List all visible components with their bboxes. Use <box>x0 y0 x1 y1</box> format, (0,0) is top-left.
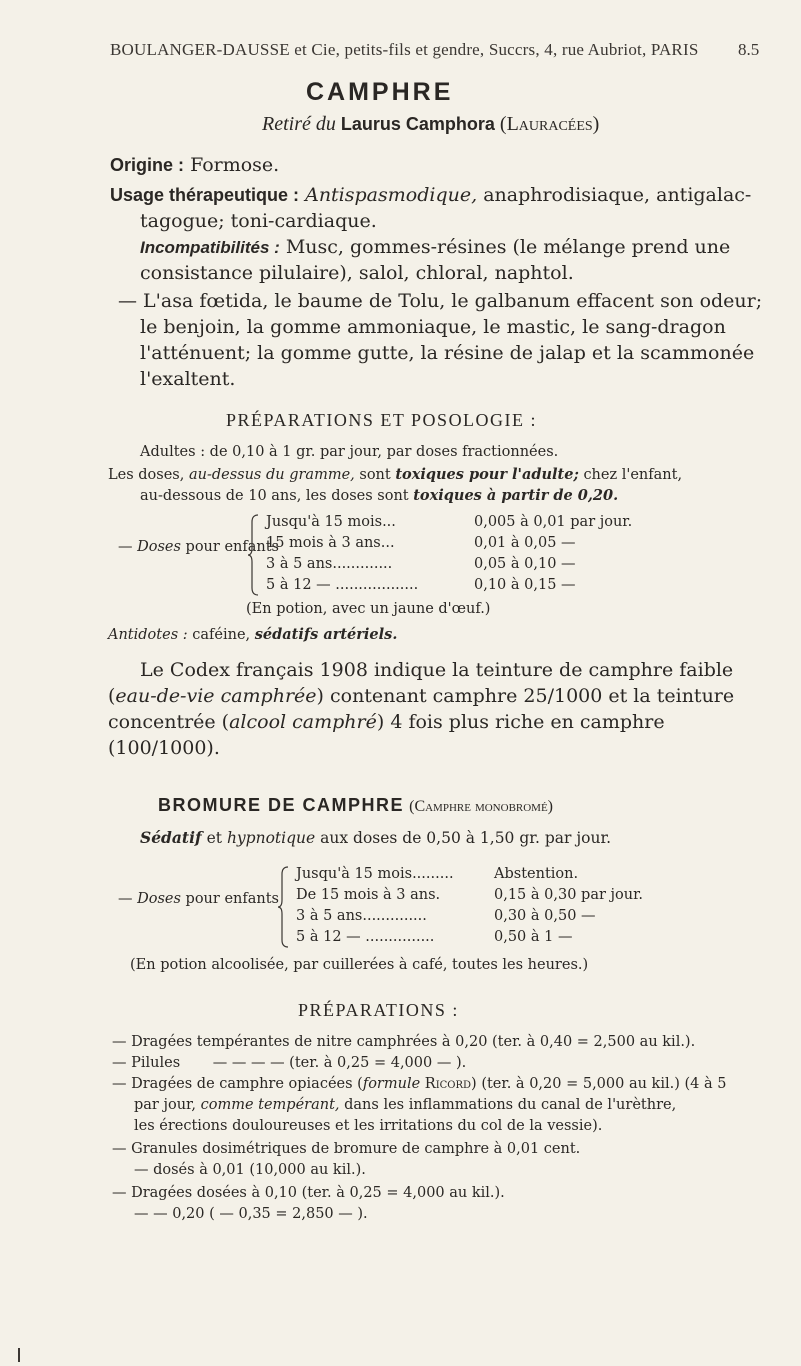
enfants-prefix: — <box>118 539 133 555</box>
prep-4b: comme tempérant, <box>200 1097 340 1113</box>
doses-2a: au-dessous de 10 ans, les doses sont <box>140 488 409 504</box>
doses-1c: sont <box>359 467 391 483</box>
enfants-label-italic: Doses <box>137 539 181 555</box>
sedatif-a: Sédatif <box>140 828 202 847</box>
bromure-enfants-label-italic: Doses <box>137 891 181 907</box>
section-title-camphre: CAMPHRE <box>306 78 454 106</box>
sedatif-d: aux doses de 0,50 à 1,50 gr. par jour. <box>320 829 612 847</box>
prep-3d: ) (ter. à 0,20 = 5,000 au kil.) (4 à 5 <box>471 1076 727 1092</box>
preparations-heading: PRÉPARATIONS : <box>298 1000 459 1020</box>
prep-line-5: les érections douloureuses et les irritations du col de la vessie). <box>134 1118 603 1134</box>
bromure-row-3-age: 3 à 5 ans.............. <box>296 908 427 924</box>
poso-row-2-age: 15 mois à 3 ans... <box>266 535 395 551</box>
bromure-title-line <box>158 795 553 816</box>
codex-3b: alcool camphré <box>229 711 377 733</box>
doses-1e: chez l'enfant, <box>583 467 683 483</box>
antidotes-a: caféine, <box>192 627 251 643</box>
odeur-line-3: l'atténuent; la gomme gutte, la résine de jalap et la scammonée <box>140 342 755 364</box>
bromure-enfants-prefix: — <box>118 891 133 907</box>
odeur-line-4: l'exaltent. <box>140 368 236 390</box>
poso-row-4-age: 5 à 12 — .................. <box>266 577 419 593</box>
odeur-line-2: le benjoin, la gomme ammoniaque, le mastic, le sang-dragon <box>140 316 726 338</box>
antidotes-label: Antidotes : <box>108 627 188 643</box>
bromure-row-3-dose: 0,30 à 0,50 — <box>494 908 596 924</box>
doses-1d: toxiques pour l'adulte; <box>395 466 579 483</box>
codex-2a: ( <box>108 685 116 707</box>
incomp-line-1 <box>140 234 730 261</box>
camphre-subtitle <box>262 113 599 136</box>
doses-line-1 <box>108 466 682 483</box>
poso-row-4-dose: 0,10 à 0,15 — <box>474 577 576 593</box>
bromure-enfants-label <box>118 891 279 907</box>
incomp-label: Incompatibilités : <box>140 238 280 257</box>
codex-2c: ) contenant camphre 25/1000 et la teinture <box>316 685 735 707</box>
antidotes-b: sédatifs artériels. <box>254 626 398 643</box>
bromure-enfants-label-text: pour enfants <box>185 891 279 907</box>
sedatif-line <box>140 828 611 847</box>
codex-line-2 <box>108 685 734 707</box>
codex-3c: ) 4 fois plus riche en camphre <box>376 711 665 733</box>
bromure-row-1-age: Jusqu'à 15 mois......... <box>296 866 454 882</box>
prep-line-8: — Dragées dosées à 0,10 (ter. à 0,25 = 4,000 au kil.). <box>112 1185 505 1201</box>
prep-4a: par jour, <box>134 1097 196 1113</box>
codex-line-3 <box>108 711 665 733</box>
bromure-row-4-age: 5 à 12 — ............... <box>296 929 435 945</box>
prep-3c: Ricord <box>424 1076 472 1092</box>
margin-mark <box>18 1348 20 1362</box>
usage-rest-1: anaphrodisiaque, antigalac- <box>483 184 752 206</box>
bromure-potion-note: (En potion alcoolisée, par cuillerées à café, toutes les heures.) <box>130 957 589 973</box>
subtitle-italic: Retiré du <box>262 113 336 135</box>
poso-row-3-dose: 0,05 à 0,10 — <box>474 556 576 572</box>
bromure-title: BROMURE DE CAMPHRE <box>158 795 405 815</box>
running-head: BOULANGER-DAUSSE et Cie, petits-fils et gendre, Succrs, 4, rue Aubriot, PARIS <box>110 40 699 59</box>
prep-line-6: — Granules dosimétriques de bromure de camphre à 0,01 cent. <box>112 1141 581 1157</box>
prep-2a: — Pilules <box>112 1055 181 1071</box>
sedatif-c: hypnotique <box>226 829 316 847</box>
prep-line-4 <box>134 1097 676 1113</box>
doses-1a: Les doses, <box>108 467 185 483</box>
poso-row-3-age: 3 à 5 ans............. <box>266 556 393 572</box>
bromure-row-2-age: De 15 mois à 3 ans. <box>296 887 441 903</box>
codex-line-1: Le Codex français 1908 indique la teinture de camphre faible <box>140 659 734 681</box>
origine-label: Origine : <box>110 155 185 175</box>
adultes-line: Adultes : de 0,10 à 1 gr. par jour, par doses fractionnées. <box>140 444 559 460</box>
prep-line-2 <box>112 1055 466 1071</box>
subtitle-species: Laurus Camphora <box>340 114 495 134</box>
usage-line-1 <box>110 182 751 208</box>
usage-line-2: tagogue; toni-cardiaque. <box>140 210 377 232</box>
enfants-label-text: pour enfants <box>185 539 279 555</box>
prep-line-3 <box>112 1076 726 1092</box>
prep-line-9: — — 0,20 ( — 0,35 = 2,850 — ). <box>134 1206 368 1222</box>
prep-line-1: — Dragées tempérantes de nitre camphrées à 0,20 (ter. à 0,40 = 2,500 au kil.). <box>112 1034 696 1050</box>
sedatif-b: et <box>206 829 222 847</box>
codex-2b: eau-de-vie camphrée <box>115 685 317 707</box>
bromure-title-paren: (Camphre monobromé) <box>409 798 554 815</box>
posologie-heading: PRÉPARATIONS ET POSOLOGIE : <box>226 410 538 430</box>
prep-3b: formule <box>362 1076 421 1092</box>
brace-icon <box>278 866 290 948</box>
prep-3a: — Dragées de camphre opiacées ( <box>112 1076 363 1092</box>
potion-note: (En potion, avec un jaune d'œuf.) <box>246 601 491 617</box>
codex-3a: concentrée ( <box>108 711 230 733</box>
origine-line <box>110 152 279 178</box>
incomp-text-1: Musc, gommes-résines (le mélange prend une <box>285 236 731 258</box>
origine-value: Formose. <box>190 154 280 176</box>
poso-row-1-age: Jusqu'à 15 mois... <box>266 514 396 530</box>
doses-1b: au-dessus du gramme, <box>188 467 355 483</box>
usage-italic: Antispasmodique, <box>305 184 478 206</box>
page-number: 8.5 <box>738 40 760 59</box>
doses-2b: toxiques à partir de 0,20. <box>413 487 619 504</box>
prep-2b: — — — — (ter. à 0,25 = 4,000 — ). <box>212 1055 467 1071</box>
poso-row-2-dose: 0,01 à 0,05 — <box>474 535 576 551</box>
bromure-row-2-dose: 0,15 à 0,30 par jour. <box>494 887 644 903</box>
incomp-line-2: consistance pilulaire), salol, chloral, naphtol. <box>140 262 574 284</box>
brace-icon <box>248 514 260 596</box>
bromure-row-1-dose: Abstention. <box>494 866 579 882</box>
bromure-row-4-dose: 0,50 à 1 — <box>494 929 573 945</box>
usage-label: Usage thérapeutique : <box>110 185 300 205</box>
odeur-line-1: — L'asa fœtida, le baume de Tolu, le galbanum effacent son odeur; <box>118 290 763 312</box>
subtitle-family: (Lauracées) <box>499 113 600 135</box>
poso-row-1-dose: 0,005 à 0,01 par jour. <box>474 514 633 530</box>
antidotes-line <box>108 626 397 643</box>
prep-4c: dans les inflammations du canal de l'urèthre, <box>344 1097 677 1113</box>
codex-line-4: (100/1000). <box>108 737 220 759</box>
prep-line-7: — dosés à 0,01 (10,000 au kil.). <box>134 1162 366 1178</box>
doses-line-2 <box>140 487 618 504</box>
